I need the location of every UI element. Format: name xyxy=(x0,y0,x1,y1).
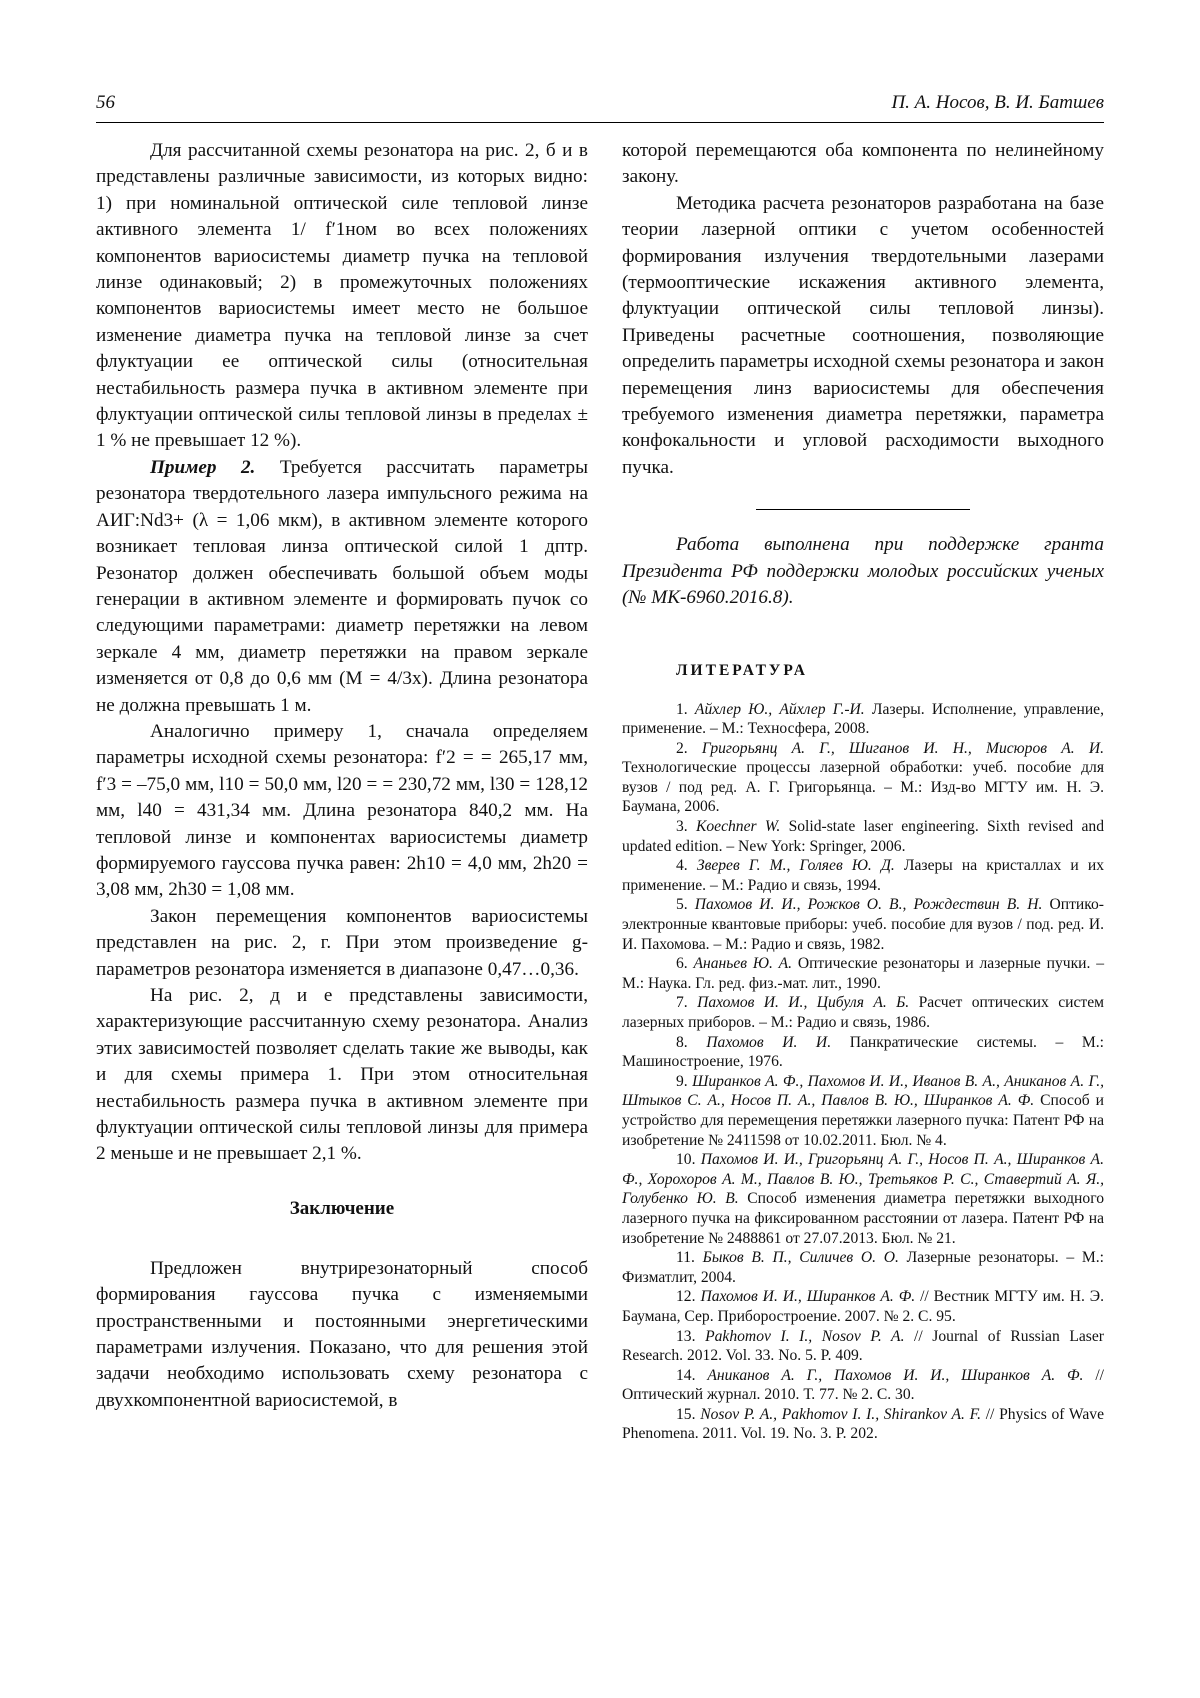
paragraph: Аналогично примеру 1, сначала определяем параметры исходной схемы резонатора: f′2 = = 265,17 мм, f′3 = –75,0 мм, l10 = 50,0 мм, l20 = = 230,72 мм, l30 = 128,12 мм, l40 = 431,34 мм. Длина резонатора 840,2 мм. На тепловой линзе и компонентах вариосистемы диаметр формируемого гауссова пучка равен: 2h10 = 4,0 мм, 2h20 = 3,08 мм, 2h30 = 1,08 мм. xyxy=(96,719,588,904)
reference-authors: Pakhomov I. I., Nosov P. A. xyxy=(705,1328,904,1345)
reference-authors: Пахомов И. И., Цибуля А. Б. xyxy=(697,994,909,1011)
reference-item xyxy=(622,1287,1104,1326)
conclusion-heading: Заключение xyxy=(96,1198,588,1220)
reference-text: // Вестник МГТУ им. Н. Э. Баумана, Сер. Приборостроение. 2007. № 2. С. 95. xyxy=(622,1288,1104,1325)
page-number: 56 xyxy=(96,92,115,114)
reference-item xyxy=(622,856,1104,895)
paragraph: Методика расчета резонаторов разработана на базе теории лазерной оптики с учетом особенностей формирования излучения твердотельными лазерами (термооптические искажения активного элемента, флуктуации оптической силы тепловой линзы). Приведены расчетные соотношения, позволяющие определить параметры исходной схемы резонатора и закон перемещения линз вариосистемы для обеспечения требуемого изменения диаметра перетяжки, параметра конфокальности и угловой расходимости выходного пучка. xyxy=(622,191,1104,481)
reference-item xyxy=(622,1327,1104,1366)
reference-authors: Пахомов И. И. xyxy=(706,1034,831,1051)
reference-item xyxy=(622,1033,1104,1072)
paragraph: которой перемещаются оба компонента по нелинейному закону. xyxy=(622,138,1104,191)
paragraph-example-2 xyxy=(96,455,588,719)
separator-line xyxy=(756,509,970,510)
reference-authors: Зверев Г. М., Голяев Ю. Д. xyxy=(697,857,895,874)
reference-number: 10. xyxy=(676,1151,696,1168)
reference-item xyxy=(622,739,1104,817)
reference-number: 14. xyxy=(676,1367,696,1384)
reference-text: Лазерные резонаторы. – М.: Физматлит, 2004. xyxy=(622,1249,1104,1286)
reference-number: 15. xyxy=(676,1406,696,1423)
left-column xyxy=(96,138,588,1414)
paragraph: Предложен внутрирезонаторный способ формирования гауссова пучка с изменяемыми пространственными и постоянными энергетическими параметрами излучения. Показано, что для решения этой задачи необходимо использовать схему резонатора с двухкомпонентной вариосистемой, в xyxy=(96,1256,588,1414)
reference-item xyxy=(622,817,1104,856)
paragraph: Закон перемещения компонентов вариосистемы представлен на рис. 2, г. При этом произведение g-параметров резонатора изменяется в диапазоне 0,47…0,36. xyxy=(96,904,588,983)
reference-item xyxy=(622,1366,1104,1405)
reference-text: Лазеры на кристаллах и их применение. – М.: Радио и связь, 1994. xyxy=(622,857,1104,894)
references-title: ЛИТЕРАТУРА xyxy=(676,662,1104,680)
reference-item xyxy=(622,1248,1104,1287)
reference-authors: Koechner W. xyxy=(696,818,780,835)
reference-number: 3. xyxy=(676,818,688,835)
reference-item xyxy=(622,1072,1104,1150)
reference-item xyxy=(622,954,1104,993)
paragraph: Для рассчитанной схемы резонатора на рис. 2, б и в представлены различные зависимости, из которых видно: 1) при номинальной оптической силе тепловой линзе активного элемента 1/ f′1ном во всех положениях компонентов вариосистемы диаметр пучка на тепловой линзе одинаковый; 2) в промежуточных положениях компонентов вариосистемы имеет место не большое изменение диаметра пучка на тепловой линзе за счет флуктуации ее оптической силы (относительная нестабильность размера пучка в активном элементе при флуктуации оптической силы тепловой линзы в пределах ± 1 % не превышает 12 %). xyxy=(96,138,588,455)
reference-text: Расчет оптических систем лазерных приборов. – М.: Радио и связь, 1986. xyxy=(622,994,1104,1031)
reference-authors: Ананьев Ю. А. xyxy=(693,955,792,972)
reference-text: Solid-state laser engineering. Sixth revised and updated edition. – New York: Springer, 2006. xyxy=(622,818,1104,855)
reference-text: Оптические резонаторы и лазерные пучки. – М.: Наука. Гл. ред. физ.-мат. лит., 1990. xyxy=(622,955,1104,992)
reference-text: Оптико-электронные квантовые приборы: учеб. пособие для вузов / под. ред. И. И. Пахомова. – М.: Радио и связь, 1982. xyxy=(622,896,1104,952)
reference-number: 2. xyxy=(676,740,688,757)
reference-item xyxy=(622,700,1104,739)
reference-number: 7. xyxy=(676,994,688,1011)
reference-text: // Journal of Russian Laser Research. 2012. Vol. 33. No. 5. P. 409. xyxy=(622,1328,1104,1365)
reference-number: 5. xyxy=(676,896,688,913)
reference-item xyxy=(622,1405,1104,1444)
reference-text: Технологические процессы лазерной обработки: учеб. пособие для вузов / под ред. А. Г. Григорьянца. – М.: Изд-во МГТУ им. Н. Э. Баумана, 2006. xyxy=(622,759,1104,815)
reference-number: 4. xyxy=(676,857,688,874)
reference-text: // Physics of Wave Phenomena. 2011. Vol. 19. No. 3. P. 202. xyxy=(622,1406,1104,1443)
reference-authors: Ширанков А. Ф., Пахомов И. И., Иванов В. А., Аниканов А. Г., Штыков С. А., Носов П. А., Павлов В. Ю., Ширанков А. Ф. xyxy=(622,1073,1104,1110)
reference-number: 8. xyxy=(676,1034,688,1051)
reference-number: 1. xyxy=(676,701,688,718)
reference-number: 11. xyxy=(676,1249,695,1266)
reference-number: 12. xyxy=(676,1288,696,1305)
reference-authors: Пахомов И. И., Ширанков А. Ф. xyxy=(700,1288,915,1305)
page-header xyxy=(96,92,1104,123)
reference-text: Панкратические системы. – М.: Машиностроение, 1976. xyxy=(622,1034,1104,1071)
reference-item xyxy=(622,993,1104,1032)
reference-text: // Оптический журнал. 2010. Т. 77. № 2. С. 30. xyxy=(622,1367,1104,1404)
reference-item xyxy=(622,1150,1104,1248)
reference-text: Способ и устройство для перемещения перетяжки лазерного пучка: Патент РФ на изобретение № 2411598 от 10.02.2011. Бюл. № 4. xyxy=(622,1092,1104,1148)
acknowledgment: Работа выполнена при поддержке гранта Президента РФ поддержки молодых российских ученых (№ МК-6960.2016.8). xyxy=(622,532,1104,611)
reference-text: Лазеры. Исполнение, управление, применение. – М.: Техносфера, 2008. xyxy=(622,701,1104,738)
reference-authors: Быков В. П., Силичев О. О. xyxy=(703,1249,899,1266)
reference-item xyxy=(622,895,1104,954)
example-text: Требуется рассчитать параметры резонатора твердотельного лазера импульсного режима на АИГ:Nd3+ (λ = 1,06 мкм), в активном элементе которого возникает тепловая линза оптической силой 1 дптр. Резонатор должен обеспечивать большой объем моды генерации в активном элементе и формировать пучок со следующими параметрами: диаметр перетяжки на левом зеркале 4 мм, диаметр перетяжки на правом зеркале изменяется от 0,8 до 0,6 мм (M = 4/3x). Длина резонатора не должна превышать 1 м. xyxy=(96,457,588,716)
reference-authors: Пахомов И. И., Рожков О. В., Рождествин В. Н. xyxy=(695,896,1043,913)
references-list xyxy=(622,700,1104,1445)
running-head-authors: П. А. Носов, В. И. Батшев xyxy=(891,92,1104,114)
example-label: Пример 2. xyxy=(150,457,255,478)
reference-number: 13. xyxy=(676,1328,696,1345)
reference-authors: Григорьянц А. Г., Шиганов И. Н., Мисюров А. И. xyxy=(702,740,1104,757)
right-column xyxy=(622,138,1104,1444)
reference-authors: Айхлер Ю., Айхлер Г.-И. xyxy=(695,701,865,718)
paragraph: На рис. 2, д и е представлены зависимости, характеризующие рассчитанную схему резонатора. Анализ этих зависимостей позволяет сделать такие же выводы, как и для схемы примера 1. При этом относительная нестабильность размера пучка в активном элементе при флуктуации оптической силы тепловой линзы для примера 2 меньше и не превышает 2,1 %. xyxy=(96,983,588,1168)
reference-number: 9. xyxy=(676,1073,688,1090)
reference-authors: Nosov P. A., Pakhomov I. I., Shirankov A. F. xyxy=(700,1406,981,1423)
reference-authors: Пахомов И. И., Григорьянц А. Г., Носов П. А., Ширанков А. Ф., Хорохоров А. М., Павлов В. Ю., Третьяков Р. С., Ставертий А. Я., Голубенко Ю. В. xyxy=(622,1151,1104,1207)
reference-number: 6. xyxy=(676,955,688,972)
reference-text: Способ изменения диаметра перетяжки выходного лазерного пучка на фиксированном расстоянии от лазера. Патент РФ на изобретение № 2488861 от 27.07.2013. Бюл. № 21. xyxy=(622,1190,1104,1246)
reference-authors: Аниканов А. Г., Пахомов И. И., Ширанков А. Ф. xyxy=(707,1367,1083,1384)
